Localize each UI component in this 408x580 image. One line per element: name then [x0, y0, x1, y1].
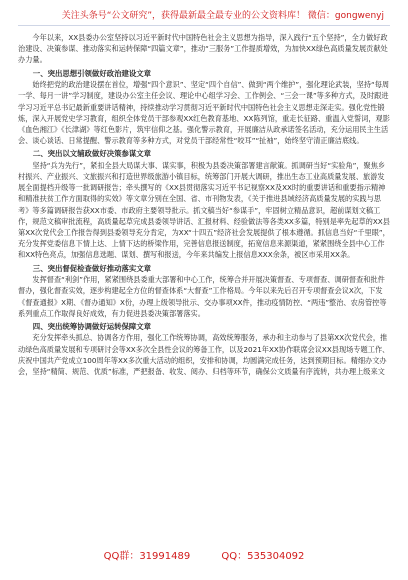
top-promo-banner[interactable]: 关注头条号“公文研究”，获得最新最全最专业的公文资料库！ 微信：gongwenyj	[18, 8, 390, 26]
section-2-paragraph: 坚持“兵为先行”，紧扣全县大局谋大事、谋实事，积极为县委决策部署建言献策。抓调研当好“实验角”，聚焦乡村振兴、产业振兴、文旅振兴和打造世界级旅游小镇目标，统筹部门开展大调研，推出生态工业高质量发展、旅游发展全面提档升级等一批调研报告；牵头撰写的《XX县贯彻落实习近平书记视察XX及XX时的重要讲话和重要指示精神和精准扶贫工作方面取得的实效》等文章分别在全国、省、市刊物发表，《关于推进县域经济高质量发展的实践与思考》等多篇调研报告获XX市委、市政府主要领导批示。抓文稿当好“参谋手”，牢固树立精品意识，超前谋划文稿工作，规范文稿审批流程，高质量起草完成县委领导讲话、汇报材料、经验做法等各类XX多篇，特别是率先起草的XX县第XX次党代会工作报告得到县委领导充分肯定，为XX“十四五”经济社会发展提供了根本遵循。抓信息当好“千里眼”，充分发挥党委信息下情上达、上情下达的桥梁作用，完善信息报送制度，拓宽信息来源渠道，紧紧围绕全县中心工作和XX特色亮点，加强信息选题、谋划、撰写和报送，今年来共编发上报信息XXX余条，被区市采用XX条。	[18, 160, 390, 260]
footer-qq-group: QQ群：31991489	[103, 551, 191, 562]
section-heading-3: 三、突出督促检查做好推动落实文章	[32, 263, 152, 273]
section-1-paragraph: 始终把党的政治建设摆在首位，增强“四个意识”、坚定“四个自信”、做到“两个维护”，强化理论武装，坚持“每周一学、每月一讲”学习制度，建设办公室主任会议、理论中心组学习会、工作例会、“三会一课”等多种方式，及时跟进学习习近平总书记最新重要讲话精神，持续推动学习贯彻习近平新时代中国特色社会主义思想走深走实。强化党性锻炼，深入开展党史学习教育，组织全体党员干部参观XX红色教育基地、XX陈列馆，重走长征路、重温入党誓词，观影《血色湘江》《长津湖》等红色影片，筑牢信仰之基。强化警示教育，开展廉洁从政承诺签名活动，充分运用民主生活会、谈心谈话、日常提醒、警示教育等多种方式，对党员干部经常性“咬耳”“扯袖”，始终坚守清正廉洁底线。	[18, 80, 390, 146]
footer-qq-number: QQ：535304092	[221, 551, 305, 562]
intro-paragraph: 今年以来，XX县委办公室坚持以习近平新时代中国特色社会主义思想为指导，深入践行“五个坚持”，全力做好政治建设、决策参谋、推动落实和运转保障“四篇文章”，推动“三服务”工作提质增效，为加快XX绿色高质量发展贡献处办力量。	[18, 33, 388, 65]
section-4-paragraph: 充分发挥牵头抓总、协调各方作用，强化工作统筹协调，高效统筹服务，承办和主动参与了县第XX次党代会，推动绿色高质量发展和专项研讨会等XX多次全县性会议的筹备工作，以及2021年XX协作联席会议XX县现场专题工作、庆祝中国共产党成立100周年等XX多次重大活动的组织，安排和协调，均圆满完成任务，达到预期目标。精细办文办会，坚持“精简、规范、优质”标准，严把报备、收发、阅办、归档等环节，确保公文质量有序流转，共办理上级来文	[18, 333, 390, 377]
document-body	[18, 32, 390, 377]
section-heading-1: 一、突出思想引领做好政治建设文章	[32, 68, 152, 78]
section-heading-2: 二、突出以文辅政做好决策参谋文章	[32, 149, 152, 159]
section-3-paragraph: 发挥督查“利剑”作用，紧紧围绕县委重大部署和中心工作，统筹合并开展决策督查、专项督查、调研督查和批件督办，强化督查实效，逐步构建起全方位的督查体系“大督查”工作格局。今年以来先后召开专项督查会议X次，下发《督查通报》X期、《督办通知》X份，办理上级领导批示、交办事项XX件，推动疫情防控、“两违”整治、农房管控等系列重点工作取得良好成效，有力促进县委决策部署落实。	[18, 275, 387, 318]
footer-contact	[0, 550, 408, 564]
section-heading-4: 四、突出统筹协调做好运转保障文章	[32, 321, 152, 331]
